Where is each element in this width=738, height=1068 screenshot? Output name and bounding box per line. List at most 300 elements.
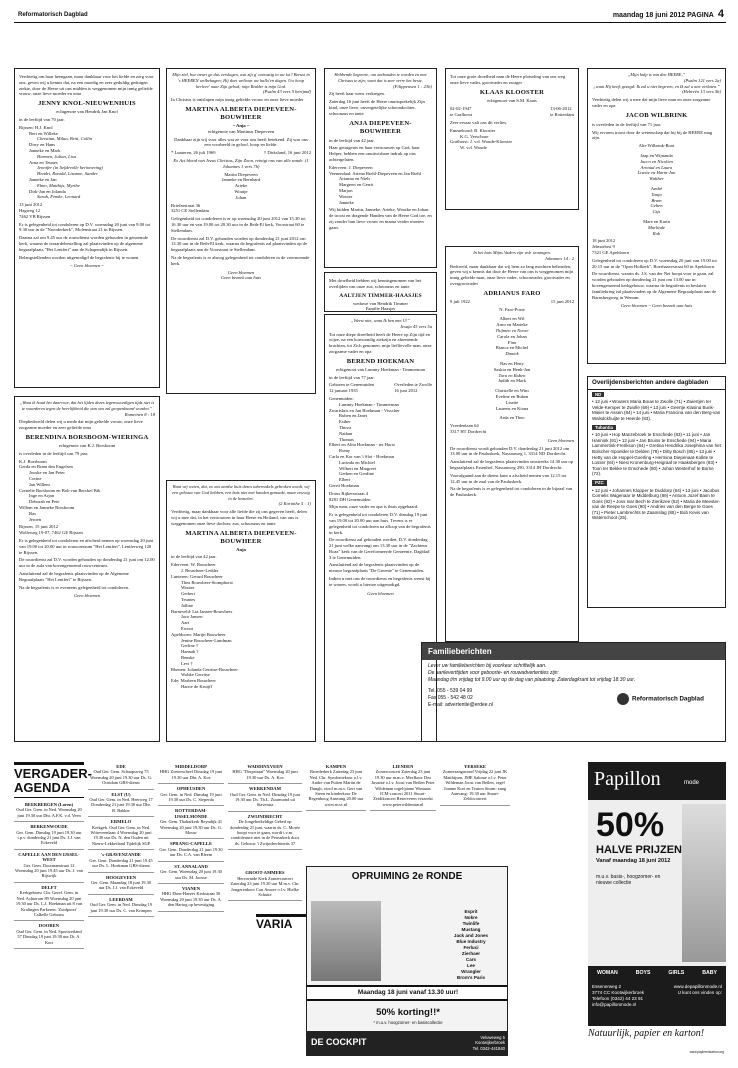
entry-place: ROTTERDAM-IJSSELMONDE	[174, 808, 208, 819]
family-line: Lunteren: Gerard Bouwheer	[171, 573, 223, 579]
family-line: Esther	[339, 419, 351, 425]
family-line: Alie Wilbrink-Boot	[638, 143, 675, 149]
brand: Twinlife	[462, 921, 480, 926]
entry-text: Ger. Gem. Woensdag 20 juni 19.30 uur Ds. M. Joosse	[160, 869, 222, 880]
agenda-entry	[14, 883, 84, 921]
agenda-entry	[158, 806, 224, 839]
family-line: Jacco en Nicolien	[640, 158, 673, 164]
notice-klooster	[445, 68, 579, 210]
family-line: Jan Willem	[29, 481, 50, 487]
agenda-column	[306, 762, 366, 811]
verse-ref: (2 Korinthe 5 : 1)	[278, 501, 311, 507]
agenda-entry	[88, 895, 154, 917]
notice-intro: Tot onze diepe droefheid heeft de Heere op Zijn tijd en wijze, na een kortstondig ziekzijn en afnemende krachten, tot Zich genomen, mijn lieflfevolle man, onze zorgzame vader en opa	[329, 331, 432, 354]
family-line: Ederveen: J. Diepeveen	[329, 164, 373, 170]
agenda-entry	[228, 784, 302, 812]
death-date: 15 juni 2012	[550, 298, 574, 304]
age-line: is overleden in de leeftijd van 71 jaar.	[592, 121, 662, 127]
entry-text: Ger. Gem. Thabarkerk Reyndijk 41 Woensdag 20 juni 19.30 uur Ds. G. Mouw	[159, 819, 223, 836]
family-line: André	[650, 185, 663, 191]
closing-note: Geen bloemen ~ Geen bezoek aan huis	[620, 303, 693, 309]
age-line: in de leeftijd van 42 jaar.	[171, 554, 217, 560]
agenda-column	[14, 800, 84, 949]
closing-note: ~ Geen bloemen ~	[70, 263, 104, 269]
brand-name: Papillon	[594, 768, 661, 790]
family-line: Wouter	[181, 585, 195, 591]
family-line: Carla en Kor van 't Slot - Hoekman	[329, 453, 394, 459]
family-line: Veenendaal: Ariena Riehl-Diepeveen en Jan Riehl	[329, 170, 421, 176]
family-line: Apeldoorn: Marijn Bouwheer	[171, 631, 226, 637]
spouse-line: weduwe van Hendrik Timmer	[353, 300, 408, 306]
entry-text: Oud Ger. Gem. in Ned. Sportweiland 57 Dinsdag 19 juni 19.30 uur Dr. A. Kort	[16, 928, 82, 945]
start-date: Vanaf maandag 18 juni 2012	[596, 858, 671, 864]
family-line: Wilbert en Margreet	[339, 465, 377, 471]
condolence-text: Na de begrafenis is er gelegenheid tot condoleren in de bijzaal van de Pauluskerk.	[450, 486, 573, 498]
info-line: Lever uw familieberichten bij voorkeur schriftelijk aan.	[428, 663, 547, 669]
entry-place: YERSEKE	[464, 764, 486, 769]
entry-text: Oud Ger. Gem. in Ned. Heerweg 17 Donderdag 21 juni 19.30 uur Dhr. B. Bakker	[89, 797, 153, 813]
condolence-text: Gelegenheid tot condoleren is er op woensdag 20 juni 2012 van 15.30 tot 16.30 uur en van 19.00 tot 20.30 uur in de Beth-El kerk, Voorstraat 60 te Stellendam.	[171, 216, 306, 233]
dates	[450, 106, 574, 118]
agenda-entry	[370, 762, 436, 811]
family-line: Ede: Marleen Bouwheer	[171, 678, 216, 684]
entry-text: Kerkgebouw Chr. Geref. Gem. in Ned. Achterom 89 Woensdag 20 juni 19.30 uur Ds. L.J. Hoekman uit 8 van Kralingen Parkeren: 'Zuidpoort' Calkelle Gebouw	[15, 890, 83, 917]
family-list	[19, 125, 155, 200]
notice-intro: Verdrietig om haar heengaan, maar dankbaar voor het liefde en zorg voor ons, geven wij u kennis dat, na een moedig en zeer geduldig gedragen ziekte, door de Heere uit ons midden is weggenomen mijn innig geliefde vrouw, onze lieve moeder en oma	[19, 74, 154, 97]
family-line: Teuntes	[181, 596, 196, 602]
brand-list	[441, 909, 501, 981]
spouse-line: echtgenoot van Lummy Hoekman - Timmerman	[336, 366, 425, 372]
spouse-line: echtgenote van K.J. Borsboom	[58, 442, 116, 448]
agenda-entry	[14, 921, 84, 949]
family-line: Tanja	[651, 191, 662, 197]
closing-note: Geen bloemen Geen bezoek aan huis	[220, 269, 262, 281]
agenda-entry	[228, 762, 302, 784]
store-website[interactable]: www.depapillonmode.nl	[673, 984, 722, 989]
agenda-entry	[158, 839, 224, 861]
family-line: Gijs	[652, 209, 661, 215]
store-name: DE COCKPIT	[311, 1037, 367, 1047]
sale-title: OPRUIMING 2e RONDE	[351, 871, 463, 882]
family-line: Nathan	[339, 430, 353, 436]
notice-intro: Diepbedroefd delen wij u mede dat mijn geliefde vrouw, onze lieve zorgzame moeder en zeer geliefde oma	[19, 419, 143, 431]
store-email[interactable]: info@papillonmode.nl	[592, 1002, 637, 1007]
category-bar	[588, 966, 726, 980]
agenda-column	[440, 762, 510, 806]
model-photo	[682, 804, 726, 962]
family-line: Gerda en Bram den Engelsen	[19, 464, 73, 470]
notice-timmer	[324, 272, 437, 312]
store-address	[473, 1035, 505, 1051]
address: Vreedenlaan 64 3317 HT Dordrecht	[450, 423, 487, 434]
dates	[450, 299, 574, 305]
page-number: 4	[717, 8, 724, 20]
brand: Ferluci	[463, 945, 479, 950]
verse: „Want ik houd het daarvoor, dat het lijden dezes tegenwoordigen tijds niet is te waarderen tegen de heerlijkheid die aan ons zal geopenbaard worden.”	[19, 400, 155, 411]
deceased-name: JENNY KNOL-NIEUWENHUIS	[38, 100, 136, 108]
birth-date: Geboren te Genemuiden 12 januari 1935	[329, 382, 374, 394]
family-line: Gerline †	[181, 643, 199, 649]
family-line: Janneke	[339, 199, 354, 205]
family-line: Marjon	[339, 187, 353, 193]
death-date: Overleden te Zwolle 16 juni 2012	[394, 382, 432, 394]
family-line: Genemuiden:	[329, 395, 354, 401]
store-address	[592, 984, 644, 1008]
store-phone: Tel. 0342-441840	[472, 1045, 505, 1051]
entry-text: De Jongeherkeldige Gebed op donderdag 21 juni, waarin ds. C. Morée hoopt voor te gaan, wordt i.v.m. condoleance niet in de Petruskerk door ds. Gebouw 't Zwijndrechtnetis 37	[230, 819, 300, 846]
family-line: Mare en Karin	[643, 218, 670, 224]
entry-text: HHG "Dorpstraat" Woensdag 20 juni 19.30 uur Ds. A. Kos	[232, 769, 298, 780]
family-list	[171, 562, 311, 690]
family-list	[592, 143, 721, 236]
family-line: Geben	[650, 203, 663, 209]
burial-text: Aansluitend zal de begrafenis plaatsvinden omstreeks 14.30 uur op begraafplaats Essenhof, Nassauweg 290, 3314 JH Dordrecht.	[450, 459, 574, 470]
family-line: Saskia en Henk-Jan	[493, 366, 531, 372]
age-line: in de leeftijd van 70 jaar.	[19, 116, 65, 122]
family-line: Gerben en Gerdine	[339, 471, 374, 477]
death-date: 13-06-2012 te Rotterdam	[550, 106, 574, 118]
notice-intro: Verdrietig delen wij u mee dat mijn lieve man en onze zorgzame vader en opa	[592, 97, 711, 108]
family-line: Levi †	[181, 660, 193, 666]
notice-intro: Verdrietig, maar dankbaar voor alle liefde die zij ons gegeven heeft, delen wij u mee dat, in het vertrouwen in haar Heere en Heiland, van ons is weggenomen onze lieve dochter, zus, schoonzus en tante	[171, 509, 307, 526]
info-line: Maandag t/m vrijdag tot 9.00 uur op de dag van plaatsing. Zaterdagkrant tot vrijdag 18.30 uur.	[428, 677, 636, 683]
agenda-entry	[14, 822, 84, 850]
address: Rijssen, 15 juni 2012 Wolleweg 19-07, 7462 GE Rijssen	[19, 524, 83, 536]
notice-anja-inlaws	[324, 68, 437, 268]
family-line: Tara en Ruben	[498, 372, 526, 378]
prayer-text: Wij bidden Martin, Janneke, Arieke, Woutke en Johan de troost en dragende Handen van de Heere God toe, en zij zonder hun lieve vrouw en mama verder moeten gaan.	[329, 207, 432, 230]
agenda-entry	[306, 762, 366, 811]
family-line: Bas	[29, 510, 36, 516]
entry-place: WADDINXVEEN	[247, 764, 283, 769]
entry-text: HHG Eben-Haezer Kerkstraat 30 Woensdag 20 juni 19.30 uur Ds. A. den Hartog op bevestiging	[160, 891, 222, 908]
verse: Want wij weten, dat, zo ons aardse huis dezes tabernakels gebroken wordt, wij een gebouw van God hebben, een huis niet met handen gemaakt, maar eeuwig in de hemelen.	[172, 484, 310, 501]
notice-diepeveen-husband	[166, 68, 316, 394]
family-line: Janneke en Mark	[29, 147, 61, 153]
agenda-entry	[14, 850, 84, 883]
entry-text: Oud Ger. Gem. in Ned. Dinsdag 19 juni 19.30 uur Ds. Th.L. Zuurmond uit Staveniss	[230, 791, 300, 808]
family-line: Johan	[235, 194, 247, 200]
family-line: Jalline	[181, 602, 193, 608]
nickname: Anja	[236, 546, 246, 552]
verse-ref-2: (Hebreën 13 vers 5b)	[682, 89, 721, 95]
family-line: Rob	[652, 230, 661, 236]
family-ads-info	[421, 642, 726, 742]
family-line: Jaco Jansen	[181, 614, 203, 620]
verse: In het huis Mijns Vaders zijn vele woningen.	[473, 250, 551, 255]
exclusion-text: m.u.v. basis-, hoogzomer- en nieuwe collectie	[596, 874, 661, 887]
cockpit-advert	[306, 866, 508, 1056]
invitation-text: Indien u met ons de rouwdienst en begrafenis wenst bij te wonen, wordt u hiertoe uitgenodigd.	[329, 576, 431, 587]
entry-place: EDE	[116, 764, 126, 769]
family-line: Marlinde	[647, 224, 666, 230]
entry-place: GROOT-AMMERS	[245, 870, 285, 876]
brand: Mustang	[461, 927, 481, 932]
entry-place: KAMPEN	[325, 764, 347, 769]
family-list	[19, 459, 155, 523]
family-line: Thea Bouwheer-Stomphorst	[181, 579, 233, 585]
family-line: Dirk-Jan en Jolanda	[29, 188, 66, 194]
agenda-entry	[14, 800, 84, 822]
birth-date: 02-02-1947 te Grafhorst	[450, 106, 473, 118]
loss-text: Zeer ervaar valt ons dit verlies.	[450, 119, 508, 125]
family-line: Bram	[651, 197, 662, 203]
address: 18 juni 2012 Jelmorbrst 9 7321 GE Apeldoorn	[592, 238, 630, 255]
entry-place: ST. ANNALAND	[174, 863, 208, 869]
entry-text: Ger. Gem. in Ned. Dinsdag 19 juni 19.30 uur Ds. C. Sieperda	[160, 791, 222, 803]
service-text: De rouwdienst zal D.V. worden gehouden op donderdag 21 juni om 12.00 uur in de aula van bovengenoemd rouwcentrum.	[19, 557, 155, 569]
agenda-entry	[88, 817, 154, 850]
verse-ref: (Psalm 121 vers 2a)	[683, 77, 721, 83]
family-line: Harmen, Julian, Lisa	[37, 153, 77, 159]
agenda-column	[158, 762, 224, 912]
agenda-entry	[158, 884, 224, 912]
family-line: Wobke Gerritse	[181, 672, 210, 678]
entry-place: ELST (U)	[111, 791, 131, 797]
entry-text: Ger. Gem. Doormanstraat 12 Woensdag 20 juni 19.45 uur Ds. J. van Rijswijk	[15, 862, 83, 879]
family-line: Barneveld: Lia Jansen-Bouwheer	[171, 608, 233, 614]
agenda-column	[228, 762, 302, 901]
papillon-body	[588, 800, 726, 966]
family-line: Rhenen: Jolanda Gerritse-Bouwheer	[171, 666, 238, 672]
deceased-name: BERENDINA BORSBOOM-WIERINGA	[25, 433, 149, 441]
category: GIRLS	[668, 970, 685, 976]
store-street: Veluweweg 5	[480, 1035, 505, 1040]
entry-text: Ger. Gem. Donderdag 21 juni 19.45 uur Ds. L. Hoekman GBS-dienst	[89, 857, 153, 869]
fax-number: Fax 055 - 542 48 02	[428, 695, 473, 701]
entry-text: Zomerconcert Zaterdag 23 juni 19.30 uur m.m.v. Meelkoor Deo Juvante o.l.v. Joost van Beilen Peter Wildeman orgel/piano Wintaars ICM-concert 2011 Stuurt-Zeidikoncert Reserveren verzoekt www.peterwildeman.nl	[371, 769, 435, 807]
entry-text: Ger. Gem. Maandag 18 juni 19.30 uur Ds. J.J. van Eckeveld	[91, 879, 151, 891]
service-text: De rouwdienst zal D.V. gehouden worden op donderdag 21 juni 2012 om 13.30 uur in de Beth-El kerk, waarna de begrafenis zal plaatsvinden op de begraafplaats aan de Voorstraat te Stellendam.	[171, 235, 307, 253]
store-city: Kootwijkerbroek	[475, 1040, 505, 1046]
family-line: Lummy Hoekman - Timmerman	[339, 401, 399, 407]
condolence-text: Er is gelegenheid tot condoleren en afscheid nemen op woensdag 20 juni van 19.00 tot 20.00 uur in rouwcentrum "Het Lentfert", Lentferweg 120 te Rijssen.	[19, 537, 154, 555]
family-line: Harrie de Kruijff	[181, 683, 213, 689]
family-line: Janneke en Jan	[29, 176, 57, 182]
family-line: Carola en Johan	[497, 333, 527, 339]
verse-ref: Jesaja 43 vers 5a	[399, 323, 432, 329]
family-line: W. v.d. Woude	[460, 145, 487, 151]
discount-label: HALVE PRIJZEN	[596, 844, 682, 856]
verse: Hebbende begeerte, om ontbonden te worden en met Christus te zijn; want dat is zeer verre het beste.	[334, 72, 427, 83]
family-line: Woutje	[234, 188, 248, 194]
notice-intro: In Christus is ontslapen mijn innig geliefde vrouw en onze lieve moeder	[171, 97, 304, 103]
family-line: Arda en Theo	[499, 415, 525, 421]
family-line: K.G. Verschure	[460, 133, 489, 139]
slogan-site: www.papierenkarton.org	[689, 1050, 724, 1054]
entry-place: CAPELLE AAN DEN IJSSEL-WEST	[18, 851, 80, 863]
store-phone: Telefoon (0342) 44 23 91	[592, 996, 644, 1001]
family-line: Familie Haasjes	[365, 306, 396, 312]
service-text: Daarna zal om 9.45 uur de rouwdienst worden gehouden in genoemde kerk, waarna de teraardebestelling zal plaatsvinden op de algemene begraafplaats "Het Lentfert" aan de Schapendijk in Rijssen.	[19, 235, 148, 252]
family-line: Ederveen: W. Bouwheer	[171, 562, 216, 568]
family-line: Daniek	[505, 351, 519, 357]
logo-icon	[617, 693, 629, 705]
after-text: Na de begrafenis is er alsnog gelegenheid tot condoleren in de voornoemde kerk.	[171, 254, 310, 266]
age-line: is overleden in de leeftijd van 79 jaar.	[19, 450, 89, 456]
entry-text: HHG Zoeterscheel Dinsdag 19 juni 19.30 uur Dhr. A. Kos	[159, 769, 223, 780]
family-line: Gerbert	[181, 591, 196, 597]
verse: Mijn ziel, hoe treurt ge dus verslagen, wat zijt g' ontrustig in uw lot? Berust in 's HEEREN welbehagen; Hij doet welèaar uw hallo'en dagen. Uw hoop herleev' naar Zijn gebod; mijn Redder is mijn God.	[172, 72, 310, 89]
page-header	[14, 8, 724, 22]
family-line: Thirza	[339, 424, 351, 430]
family-line: Judith en Mark	[498, 378, 526, 384]
family-line: Inge en Arjan	[29, 493, 55, 499]
varia-heading: VARIA	[256, 914, 306, 931]
brand: Wrangler	[461, 969, 481, 974]
notice-intro: Met droefheid hebben wij kennisgenomen van het overlijden van onze zus, schoonzus en tante	[329, 278, 422, 289]
address: 13 juni 2012 Hagweg 12 7462 VB Rijssen	[19, 202, 51, 219]
family-line: Cornelie Borsboom en Bob van Berckel Bik	[19, 487, 101, 493]
dates	[329, 382, 432, 394]
family-line: Zwartsluis en Jan Hoekman - Visscher	[329, 407, 400, 413]
family-line: Benske	[181, 654, 195, 660]
entry-text: Oud Ger. Gem. in Ned. Dinsdag 19 juni 19.30 uur Ds. C. van Krimpen	[89, 902, 153, 913]
entry-text: Broederkerk Zaterdag 23 juni Ned. Chr. Symfoniekoor o.l.v. Andre van Putten Martin de Dungh, viool m.m.v. Gert van Steen en kinderkoor De Regenboog Aanvang 20.00 uur www.ncsc.nl	[308, 769, 364, 807]
deceased-name: MARTINA ALBERTA DIEPEVEEN-BOUWHEER	[185, 529, 297, 545]
category: BOYS	[635, 970, 651, 976]
invitation-text: Belangstellenden worden uitgenodigd de begrafenis bij te wonen.	[19, 254, 140, 260]
notice-intro: Bedroefd, maar dankbaar dat wij hem zo lang mochten behouden, geven wij u kennis dat door de Heere van ons is weggenomen mijn innig geliefde man, onze lieve vader, schoonvader, grootvader en overgrootvader	[450, 263, 574, 286]
notice-borsboom	[14, 396, 160, 742]
after-text: Na de begrafenis is er eveneens gelegenheid tot condoleren.	[19, 584, 130, 590]
address: Briefaestraat 36 3251 CE Stellendam	[171, 202, 210, 214]
family-line: Sarah, Femke, Leonard	[37, 194, 81, 200]
agenda-entry	[88, 873, 154, 895]
family-line: Janneke en Bernhard	[221, 177, 261, 183]
deceased-name: KLAAS KLOOSTER	[479, 88, 545, 96]
header-rule	[14, 22, 726, 23]
tribute-text: Haar getuigenis en haar vertrouwen op God, haar Helper, hebben een onuitwisbare indruk op ons achtergelaten.	[329, 145, 420, 162]
family-line: Lisette en Harm-Jan	[637, 170, 676, 176]
entry-place: OPHEUSDEN	[176, 786, 206, 792]
family-line: Hendri, Ronald, Lisanne, Sander	[37, 171, 98, 177]
family-line: Romy	[339, 448, 351, 454]
family-line: Elbert en Alita Hoekman - ter Horst	[329, 442, 395, 448]
social-label: U kunt ons vinden op:	[677, 990, 722, 995]
family-line: K.J. Borsboom	[19, 458, 47, 464]
deceased-name: ANJA DIEPEVEEN-BOUWHEER	[349, 119, 412, 135]
papillon-header	[588, 762, 726, 800]
family-line: Walther	[649, 176, 664, 182]
deceased-name: JACOB WILBRINK	[625, 111, 688, 119]
entry-place: WERKENDAM	[249, 786, 281, 792]
family-line: Willem en Janneke Borsboom	[19, 504, 75, 510]
agenda-entry	[88, 850, 154, 872]
family-line: Dirry en Hans	[29, 142, 56, 148]
burial-text: Aansluitend zal de begrafenis plaatsvinden op de Algemene Begraafplaats "Het Lentfert" te Rijssen.	[19, 570, 129, 582]
paper-listing: • 12 juni • Wouters Maria Bouw te Zwolle (71) • Zwiertjen ter Velde-Kemper te Zwolle (69) • 13 juni • Geertje Klasina Bunk-Mieier te Assen (84) • 14 juni • Maria Francina van den Berg-van Walsdckhuijte te Heerde (83).	[592, 399, 721, 421]
entry-place: LIENDEN	[392, 764, 414, 769]
notice-faro	[445, 246, 579, 642]
sale-exclusion: * m.u.v. hoogzomer- en basiscollectie	[373, 1020, 443, 1025]
notice-intro: Tot onze grote droefheid nam de Heere plotseling van ons weg onze lieve vader, grootvader en zwager	[450, 74, 566, 85]
agenda-entry	[88, 790, 154, 818]
condolence-text: Gelegenheid tot condoleren op D.V. woensdag 20 juni van 19.00 tot 20.15 uur in de "Open Hofkerk", Boerhaavestraat 60 in Apeldoorn.	[592, 257, 717, 269]
birth-date: * Lunteren, 26 juli 1969	[171, 150, 216, 156]
family-line: Eveline en Ruben	[495, 393, 529, 399]
closing-note: Geen bloemen	[367, 590, 394, 596]
family-line: Albert en Wil	[499, 316, 525, 322]
age-line: in de leeftijd van 77 jaar.	[329, 374, 375, 380]
page-date: maandag 18 juni 2012	[612, 12, 686, 19]
sale-discount: 50% korting!!*	[376, 1007, 440, 1018]
logo-text: Reformatorisch Dagblad	[632, 695, 704, 703]
family-line: Thijmen en Noore	[495, 327, 529, 333]
condolence-text: Er is gelegenheid tot condoleren D.V. dinsdag 19 juni van 19.00 tot 20.00 uur aan huis. Tevens is er gelegenheid tot condoleren na afloop van de begrafenis in kerk.	[329, 512, 431, 535]
category: WOMAN	[596, 970, 618, 976]
condolence-text: Er is gelegenheid tot condoleren op D.V. woensdag 20 juni van 9.00 tot 9.30 uur in de "Noorderkerk", Molenstraat 21 in Rijssen.	[19, 221, 151, 233]
paper-tag: PZC	[592, 480, 607, 486]
brand: Jack and Jones	[453, 933, 489, 938]
family-line: Laurens en Kiona	[495, 405, 529, 411]
overview-title: Overlijdensberichten andere dagbladen	[588, 377, 725, 390]
papillon-advert	[588, 762, 726, 1056]
birth-date: 9 juli 1922	[450, 298, 470, 304]
brand: Esprit	[464, 909, 478, 914]
entry-place: BERKENWOUDE	[30, 824, 68, 830]
verse-2: „want Hij heeft gezegd: Ik zal u niet begeven, en Ik zal u niet verlaten.”	[593, 83, 720, 89]
family-line: Jooske en Jan Peter	[29, 470, 65, 476]
agenda-column	[88, 762, 154, 917]
family-line: Arianna en Niels	[339, 176, 371, 182]
info-line: De aanleverttijden voor geboorte- en rouwadvertenties zijn:	[428, 670, 559, 676]
slogan-banner	[588, 1028, 726, 1056]
paper-listing: • 10 juni • Hop Manzebroek te Enschede (83) • 11 juni • Jan Hannink (91) • 12 juni • Jan Bruins te Enschede (94) • Maria Lammertink-Frerikson (84) • Gretina Hendrika Josephina van het Bolscher-Spoelder te Delden (78) • Ditty Bosch (85) • 13 juni • Hetty van de Hoppel-Goerling • Hermina Diepenaat-Kolkte te Losser (84) • Niesi Kronenburg-Heigraaf te Haaksbergen (93) • Toon ter Bekke te Enschede (80) • Johan Westerhof te Borne (72).	[592, 432, 721, 477]
entry-text: Oud Ger. Gem. Schaapsweg 75 Woensdag 20 juni 19.30 uur Ds. G. Oostdam GBS-dienst	[90, 769, 152, 786]
family-line: Lucinda en Michiel	[339, 459, 375, 465]
entry-text: Oud Ger. Gem. in Ned. Woensdag 20 juni 19.30 uur Dhr. A.F.K. v.d. Veen	[16, 807, 82, 818]
agenda-entry	[440, 762, 510, 806]
family-line: N. Faro-Poste	[499, 306, 525, 312]
family-line: Deborah en Pete	[29, 499, 60, 505]
family-line: Elmo, Matthijs, Myrthe	[37, 182, 80, 188]
category: BABY	[702, 970, 717, 976]
family-line: Corine	[29, 475, 42, 481]
family-line: Grafhorst: J. v.d. Woude-Klooster	[450, 139, 513, 145]
agenda-entry	[228, 812, 302, 850]
family-line: Margreet en Gerrit	[339, 182, 374, 188]
brand: Nokre	[464, 915, 478, 920]
entry-place: 's-GRAVENZANDE	[101, 852, 141, 858]
comfort-text: Wij ervaren troost door de wetenschap dat hij bij de HEERE mag zijn.	[592, 129, 713, 141]
paper-name: Reformatorisch Dagblad	[18, 12, 88, 18]
notice-intro: Zaterdag 16 juni heeft de Heere onuitsprekelijk Zijn kind, onze lieve, onvergetelijke schoondochter, schoonzus en tante	[329, 99, 425, 116]
notice-wilbrink	[587, 68, 726, 364]
verse: „Weest niet, want Ik ben met U!”	[351, 318, 410, 323]
entry-place: DELFT	[41, 884, 57, 890]
dates	[171, 150, 311, 156]
entry-place: MIDDELDORP	[175, 764, 207, 769]
family-line: Arna en Teunes	[29, 159, 58, 165]
family-line: Jaap en Wijnanda	[640, 152, 673, 158]
service-text: De rouwdienst, waarin ds. J.S. van der Net hoopt voor te gaan, zal worden gehouden op donderdag 21 juni om 13.00 uur in bovengenoemd kerkgebouw, waarna de begrafenis in beslaten familiekring zal plaatsvinden op de Algemene Begraafplaats aan de Barnsbergweg in Wenum.	[592, 271, 716, 300]
entry-place: ERMELO	[110, 819, 132, 825]
brand: Cars	[465, 957, 477, 962]
family-line: Jenine Bouwheer-Landman	[181, 637, 232, 643]
family-line: Ewout	[181, 625, 193, 631]
family-line: J. Bouwheer-Ledder	[181, 567, 219, 573]
burial-text: Aansluitend zal de begrafenis plaatsvinden op de nieuwe begraafplaats "De Greente" te Genemuiden.	[329, 562, 425, 574]
notice-diepeveen-family	[166, 480, 316, 742]
verse-ref: Romeinen 8 : 18	[124, 411, 155, 417]
email-address[interactable]: E-mail: advertentie@erdee.nl	[428, 702, 493, 708]
web-info	[674, 984, 722, 996]
family-line: Gerrit Hoekman	[329, 482, 359, 488]
scripture-ref: Ex Act blood van Jezus Christus, Zijn Zoon, reinigt ons van alle zonde. (1 Johannes 1 vers 7b)	[173, 157, 309, 169]
agenda-entry	[158, 862, 224, 884]
entry-place: HOOGEVEEN	[105, 874, 137, 880]
